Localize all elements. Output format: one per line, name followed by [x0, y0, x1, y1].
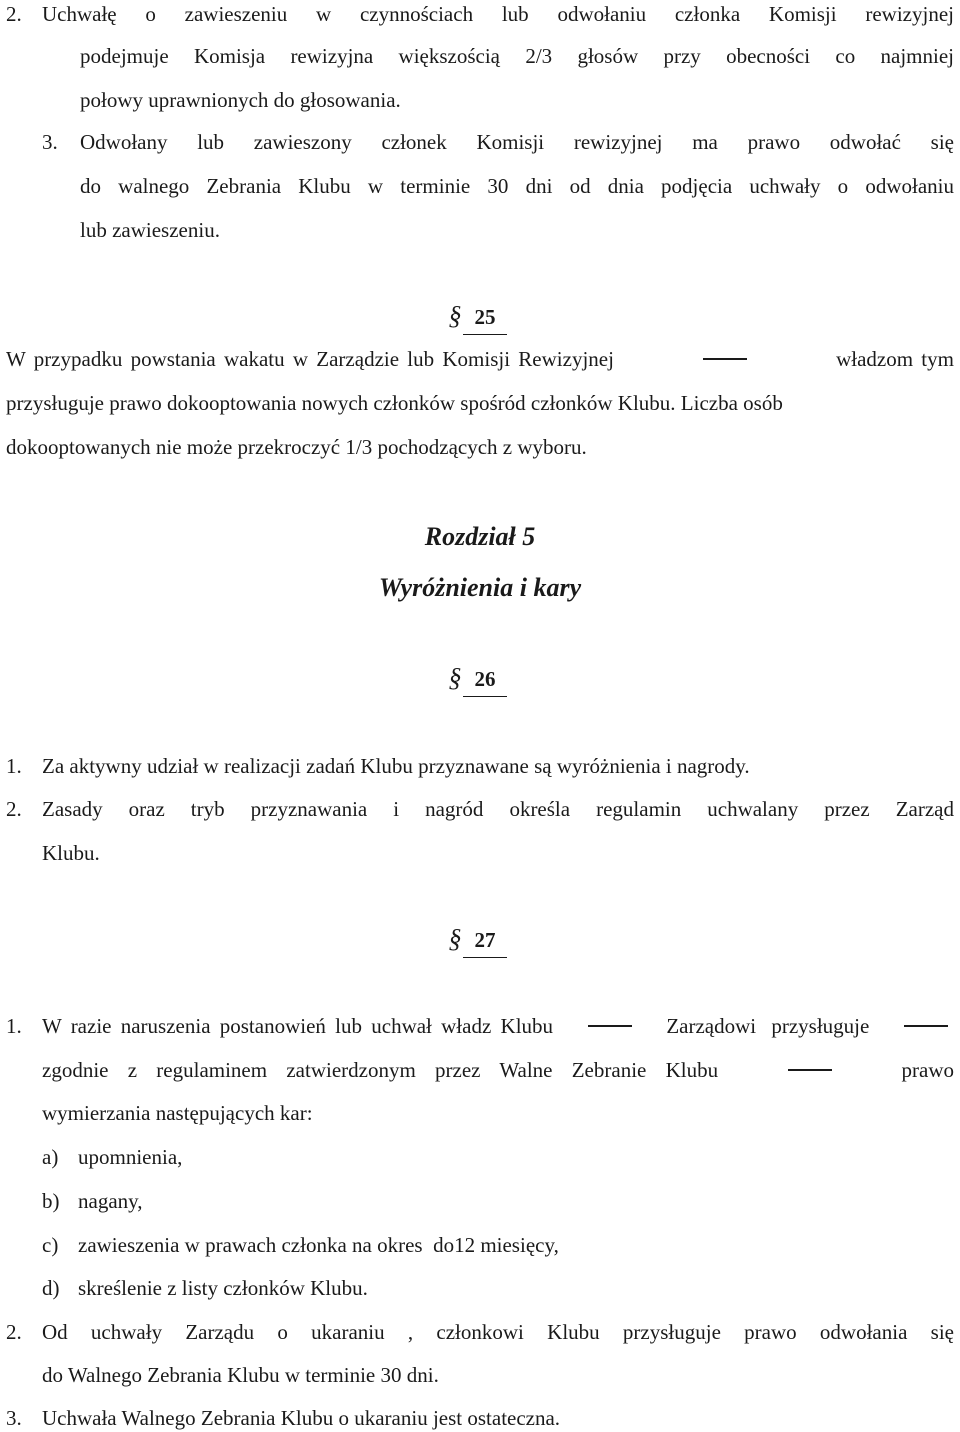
- section-number: 26: [474, 667, 496, 691]
- paragraph-line-part: prawo: [901, 1058, 954, 1082]
- paragraph-line: [42, 1012, 954, 1040]
- sub-item-mark: a): [42, 1145, 59, 1169]
- em-dash: [588, 1025, 632, 1026]
- paragraph-line: przysługuje prawo dokooptowania nowych członków spośród członków Klubu. Liczba osób: [6, 391, 783, 415]
- section-underline: [463, 696, 507, 697]
- paragraph-line: połowy uprawnionych do głosowania.: [80, 88, 401, 112]
- paragraph-line: Zasady oraz tryb przyznawania i nagród określa regulamin uchwalany przez Zarząd: [42, 797, 954, 821]
- paragraph-line: podejmuje Komisja rewizyjna większością 2/3 głosów przy obecności co najmniej: [80, 44, 954, 68]
- chapter-title: Rozdział 5: [424, 522, 536, 551]
- section-number: 25: [474, 305, 496, 329]
- em-dash: [703, 358, 747, 359]
- list-number: 2.: [6, 797, 22, 821]
- sub-item-text: skreślenie z listy członków Klubu.: [78, 1276, 368, 1300]
- paragraph-line: do walnego Zebrania Klubu w terminie 30 dni od dnia podjęcia uchwały o odwołaniu: [80, 174, 954, 198]
- paragraph-line: lub zawieszeniu.: [80, 218, 220, 242]
- list-number: 2.: [6, 1320, 22, 1344]
- paragraph-line-part: zgodnie z regulaminem zatwierdzonym przez Walne Zebranie Klubu: [42, 1058, 719, 1082]
- sub-item-text: zawieszenia w prawach członka na okres do12 miesięcy,: [78, 1233, 559, 1257]
- sub-item-mark: d): [42, 1276, 60, 1300]
- sub-item-mark: c): [42, 1233, 59, 1257]
- list-number: 3.: [6, 1406, 22, 1430]
- section-heading-26: [0, 664, 960, 694]
- chapter-subtitle: Wyróżnienia i kary: [378, 573, 582, 602]
- section-heading-25: [0, 302, 960, 332]
- paragraph-line: Odwołany lub zawieszony członek Komisji rewizyjnej ma prawo odwołać się: [80, 130, 954, 154]
- sub-item-text: nagany,: [78, 1189, 143, 1213]
- paragraph-line: Uchwałę o zawieszeniu w czynnościach lub odwołaniu członka Komisji rewizyjnej: [42, 2, 954, 26]
- paragraph-line: Uchwała Walnego Zebrania Klubu o ukaraniu jest ostateczna.: [42, 1406, 561, 1430]
- paragraph-line: Za aktywny udział w realizacji zadań Klubu przyznawane są wyróżnienia i nagrody.: [42, 754, 750, 778]
- paragraph-line-part: Zarządowi przysługuje: [666, 1014, 870, 1038]
- paragraph-line-part: władzom tym: [836, 347, 954, 371]
- list-number: 2.: [6, 2, 22, 26]
- sub-item-mark: b): [42, 1189, 60, 1213]
- paragraph-line-part: W przypadku powstania wakatu w Zarządzie lub Komisji Rewizyjnej: [6, 347, 614, 371]
- section-underline: [463, 957, 507, 958]
- paragraph-line: do Walnego Zebrania Klubu w terminie 30 dni.: [42, 1363, 439, 1387]
- list-number: 3.: [42, 130, 58, 154]
- section-sign-icon: §: [448, 301, 462, 330]
- section-number: 27: [474, 928, 496, 952]
- em-dash: [788, 1069, 832, 1070]
- list-number: 1.: [6, 1014, 22, 1038]
- paragraph-line: dokooptowanych nie może przekroczyć 1/3 pochodzących z wyboru.: [6, 435, 587, 459]
- paragraph-line: Klubu.: [42, 841, 100, 865]
- em-dash: [904, 1025, 948, 1026]
- paragraph-line: [42, 1056, 954, 1084]
- paragraph-line: Od uchwały Zarządu o ukaraniu , członkowi Klubu przysługuje prawo odwołania się: [42, 1320, 954, 1344]
- section-heading-27: [0, 925, 960, 955]
- section-sign-icon: §: [448, 663, 462, 692]
- section-sign-icon: §: [448, 924, 462, 953]
- paragraph-line: [6, 345, 954, 373]
- section-underline: [463, 334, 507, 335]
- paragraph-line: wymierzania następujących kar:: [42, 1101, 313, 1125]
- list-number: 1.: [6, 754, 22, 778]
- sub-item-text: upomnienia,: [78, 1145, 183, 1169]
- paragraph-line-part: W razie naruszenia postanowień lub uchwał władz Klubu: [42, 1014, 554, 1038]
